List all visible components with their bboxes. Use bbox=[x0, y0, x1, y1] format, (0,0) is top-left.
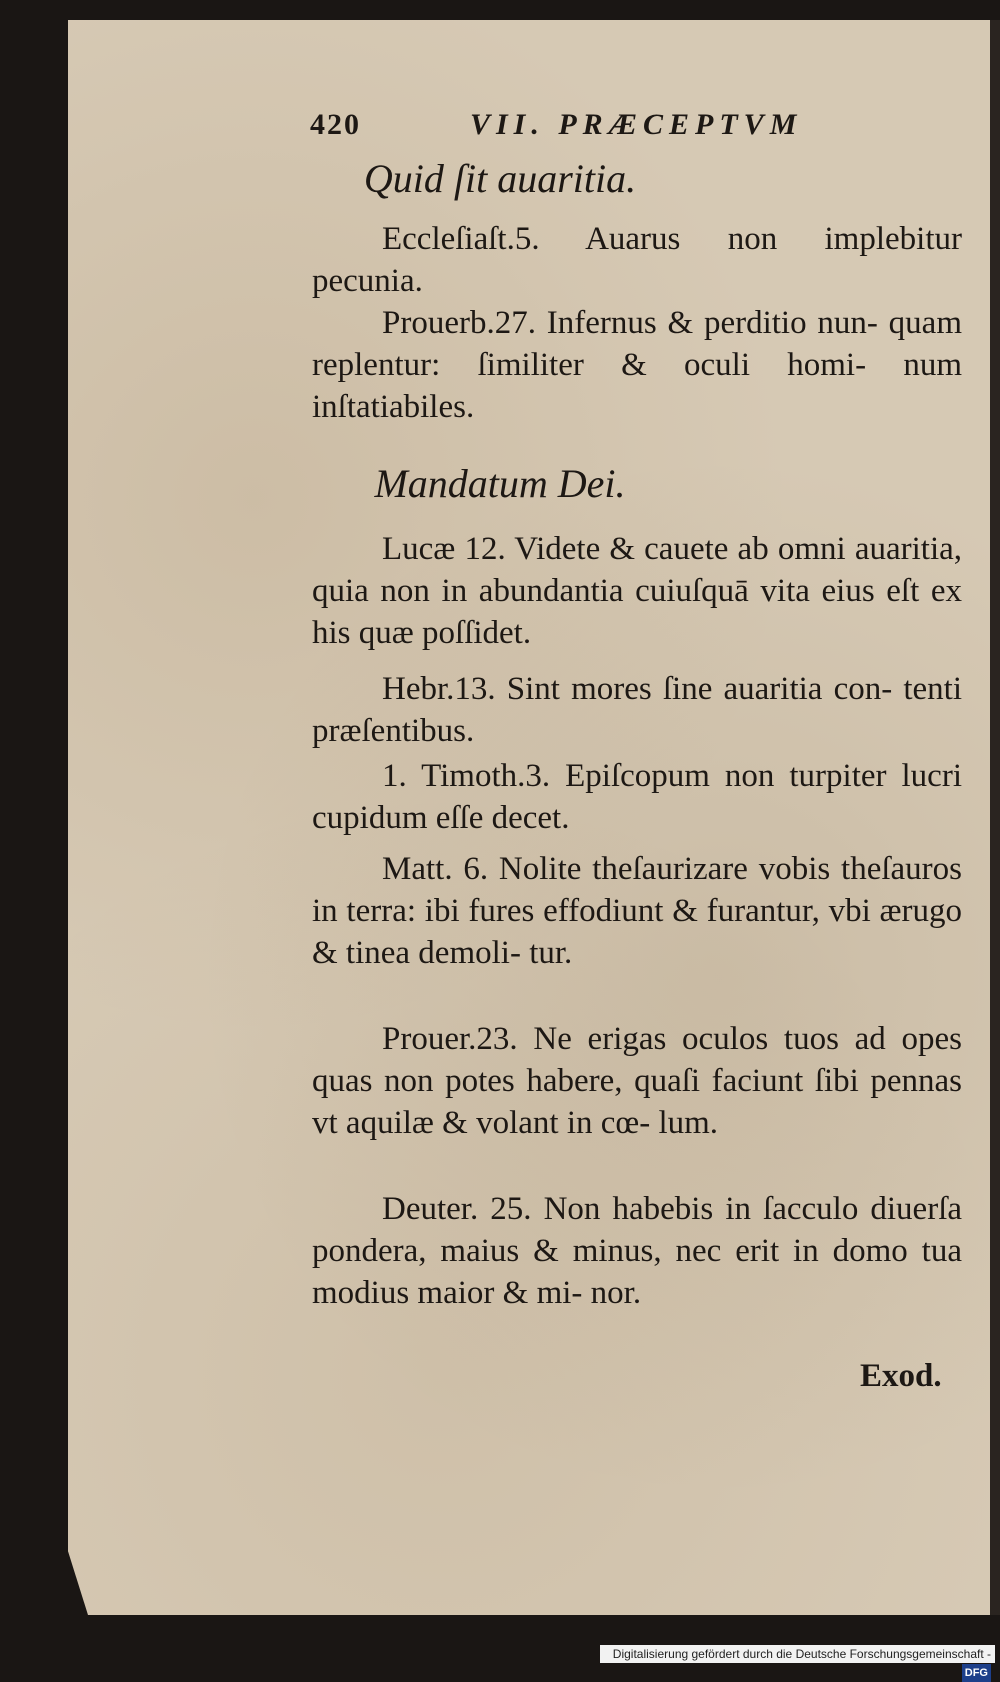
citation-lead: Deuter. 25. Non habebis in ſacculo bbox=[382, 1191, 859, 1227]
page-edge bbox=[990, 20, 1000, 1615]
catchword: Exod. bbox=[860, 1358, 942, 1394]
page-number: 420 bbox=[310, 108, 361, 141]
paragraph-text: tenti præſentibus. bbox=[312, 671, 963, 749]
paragraph-text: lucri cupidum eſſe decet. bbox=[312, 758, 962, 836]
citation-lead: Prouerb.27. Infernus & perditio nun- bbox=[382, 305, 878, 341]
paragraph bbox=[312, 528, 962, 654]
paragraph bbox=[312, 1018, 962, 1144]
paragraph bbox=[312, 302, 962, 428]
paragraph bbox=[312, 755, 962, 839]
citation-lead: Eccleſiaſt.5. Auarus non implebitur bbox=[382, 221, 962, 257]
running-title: VII. PRÆCEPTVM bbox=[470, 108, 803, 141]
section-heading: Quid ſit auaritia. bbox=[363, 156, 637, 201]
paragraph-text: quam replentur: ſimiliter & oculi homi- num inſtatiabiles. bbox=[312, 305, 962, 425]
citation-lead: 1. Timoth.3. Epiſcopum non turpiter bbox=[382, 758, 887, 794]
citation-lead: Lucæ 12. Videte & cauete ab omni bbox=[382, 531, 846, 567]
paragraph-text: theſauros in terra: ibi fures effodiunt & furantur, vbi ærugo & tinea demoli- tur. bbox=[312, 851, 962, 971]
dfg-logo: DFG bbox=[962, 1664, 991, 1682]
paragraph bbox=[312, 1188, 962, 1314]
section-heading: Mandatum Dei. bbox=[374, 461, 626, 506]
paragraph bbox=[312, 668, 962, 752]
citation-lead: Matt. 6. Nolite theſaurizare vobis bbox=[382, 851, 831, 887]
paragraph-text: pecunia. bbox=[312, 263, 423, 299]
paragraph bbox=[312, 848, 962, 974]
paragraph-text: auaritia, quia non in abundantia cuiuſquā vita eius eſt ex his quæ poſſidet. bbox=[312, 531, 963, 651]
footer-text: Digitalisierung gefördert durch die Deutsche Forschungsgemeinschaft - bbox=[612, 1647, 991, 1661]
funding-footer bbox=[600, 1645, 995, 1679]
paragraph bbox=[312, 218, 962, 302]
paragraph-text: opes quas non potes habere, quaſi faciunt ſibi pennas vt aquilæ & volant in cœ- lum. bbox=[312, 1021, 963, 1141]
paragraph-text: diuerſa pondera, maius & minus, nec erit in domo tua modius maior & mi- nor. bbox=[312, 1191, 963, 1311]
citation-lead: Hebr.13. Sint mores ſine auaritia con- bbox=[382, 671, 893, 707]
citation-lead: Prouer.23. Ne erigas oculos tuos ad bbox=[382, 1021, 886, 1057]
